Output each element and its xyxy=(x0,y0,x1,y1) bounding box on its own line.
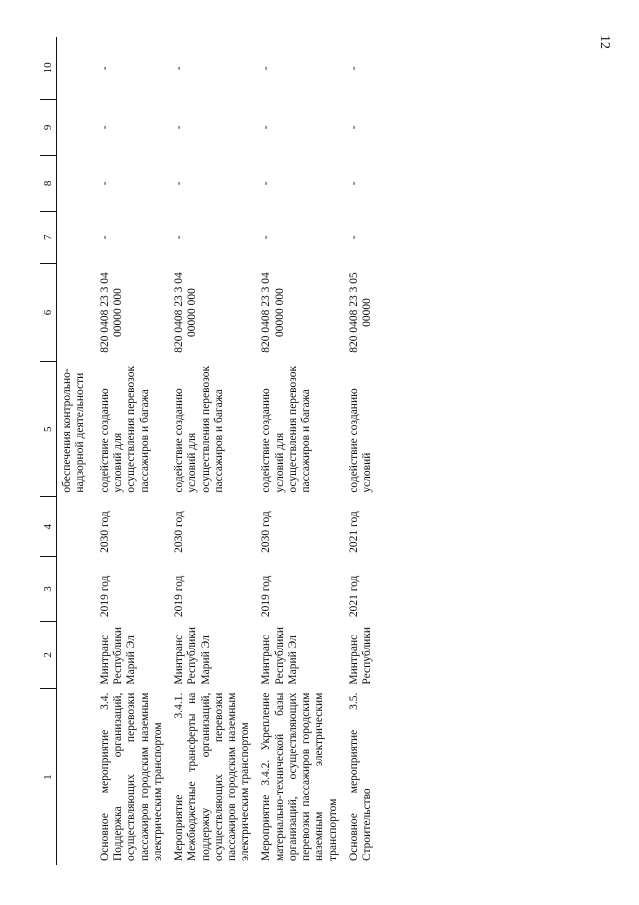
carry-over-text: обеспечения контрольно-надзорной деятельности xyxy=(61,368,87,493)
end-year: 2021 год xyxy=(347,511,360,553)
value-col-9: - xyxy=(260,125,273,130)
measure-name: Основное мероприятие 3.5. Строительство xyxy=(347,692,373,861)
column-header-2: 2 xyxy=(40,621,57,688)
start-year: 2021 год xyxy=(347,575,360,618)
table-row xyxy=(95,37,169,865)
column-header-8: 8 xyxy=(40,155,57,211)
measure-name: Мероприятие 3.4.2. Укрепление материально-технической базы организаций, осуществляющих перевозки пассажиров городским наземным электрическим транспортом xyxy=(260,692,339,861)
end-year: 2030 год xyxy=(260,511,273,553)
column-header-4: 4 xyxy=(40,497,57,557)
table-row xyxy=(256,37,343,865)
column-header-3: 3 xyxy=(40,557,57,621)
value-col-10: - xyxy=(99,66,111,71)
column-header-10: 10 xyxy=(40,37,57,99)
table-row xyxy=(344,37,378,865)
executor: Минтранс Республики Марий Эл xyxy=(99,626,138,685)
end-year: 2030 год xyxy=(173,511,186,553)
value-col-8: - xyxy=(347,181,360,186)
expected-result: содействие созданию условий для осуществления перевозок пассажиров и багажа xyxy=(260,365,313,493)
column-header-5: 5 xyxy=(40,362,57,497)
budget-code: 820 0408 23 3 04 00000 000 xyxy=(173,272,199,353)
measure-name: Основное мероприятие 3.4. Поддержка организаций, осуществляющих перевозки пассажиров городским наземным электрическим транспортом xyxy=(99,692,164,861)
value-col-10: - xyxy=(173,66,186,71)
value-col-9: - xyxy=(99,125,111,130)
expected-result: содействие созданию условий для осуществления перевозок пассажиров и багажа xyxy=(99,365,151,493)
column-header-1: 1 xyxy=(40,689,57,865)
table-row xyxy=(169,37,256,865)
executor: Минтранс Республики Марий Эл xyxy=(173,626,212,685)
value-col-7: - xyxy=(260,235,273,240)
value-col-8: - xyxy=(99,181,111,186)
column-header-7: 7 xyxy=(40,211,57,263)
value-col-7: - xyxy=(347,235,360,240)
column-header-6: 6 xyxy=(40,263,57,362)
carry-over-row xyxy=(57,37,96,865)
value-col-10: - xyxy=(260,66,273,71)
expected-result: содействие созданию условий xyxy=(347,388,373,493)
column-header-9: 9 xyxy=(40,99,57,155)
page-number: 12 xyxy=(597,35,612,49)
value-col-8: - xyxy=(173,181,186,186)
end-year: 2030 год xyxy=(99,511,111,553)
expected-result: содействие созданию условий для осуществления перевозок пассажиров и багажа xyxy=(173,365,225,493)
value-col-10: - xyxy=(347,66,360,71)
start-year: 2019 год xyxy=(99,575,111,618)
executor: Минтранс Республики Марий Эл xyxy=(260,626,299,685)
value-col-8: - xyxy=(260,181,273,186)
program-table xyxy=(40,37,378,865)
value-col-7: - xyxy=(173,235,186,240)
budget-code: 820 0408 23 3 04 00000 000 xyxy=(99,272,125,353)
value-col-7: - xyxy=(99,235,111,240)
column-number-row xyxy=(40,37,57,865)
value-col-9: - xyxy=(347,125,360,130)
executor: Минтранс Республики xyxy=(347,626,373,685)
value-col-9: - xyxy=(173,125,186,130)
start-year: 2019 год xyxy=(173,575,186,618)
start-year: 2019 год xyxy=(260,575,273,618)
budget-code: 820 0408 23 3 05 00000 xyxy=(347,272,373,353)
budget-code: 820 0408 23 3 04 00000 000 xyxy=(260,272,286,353)
measure-name: Мероприятие 3.4.1. Межбюджетные трансферты на поддержку организаций, осуществляющих перевозки пассажиров городским наземным электрическим транспортом xyxy=(173,692,252,861)
